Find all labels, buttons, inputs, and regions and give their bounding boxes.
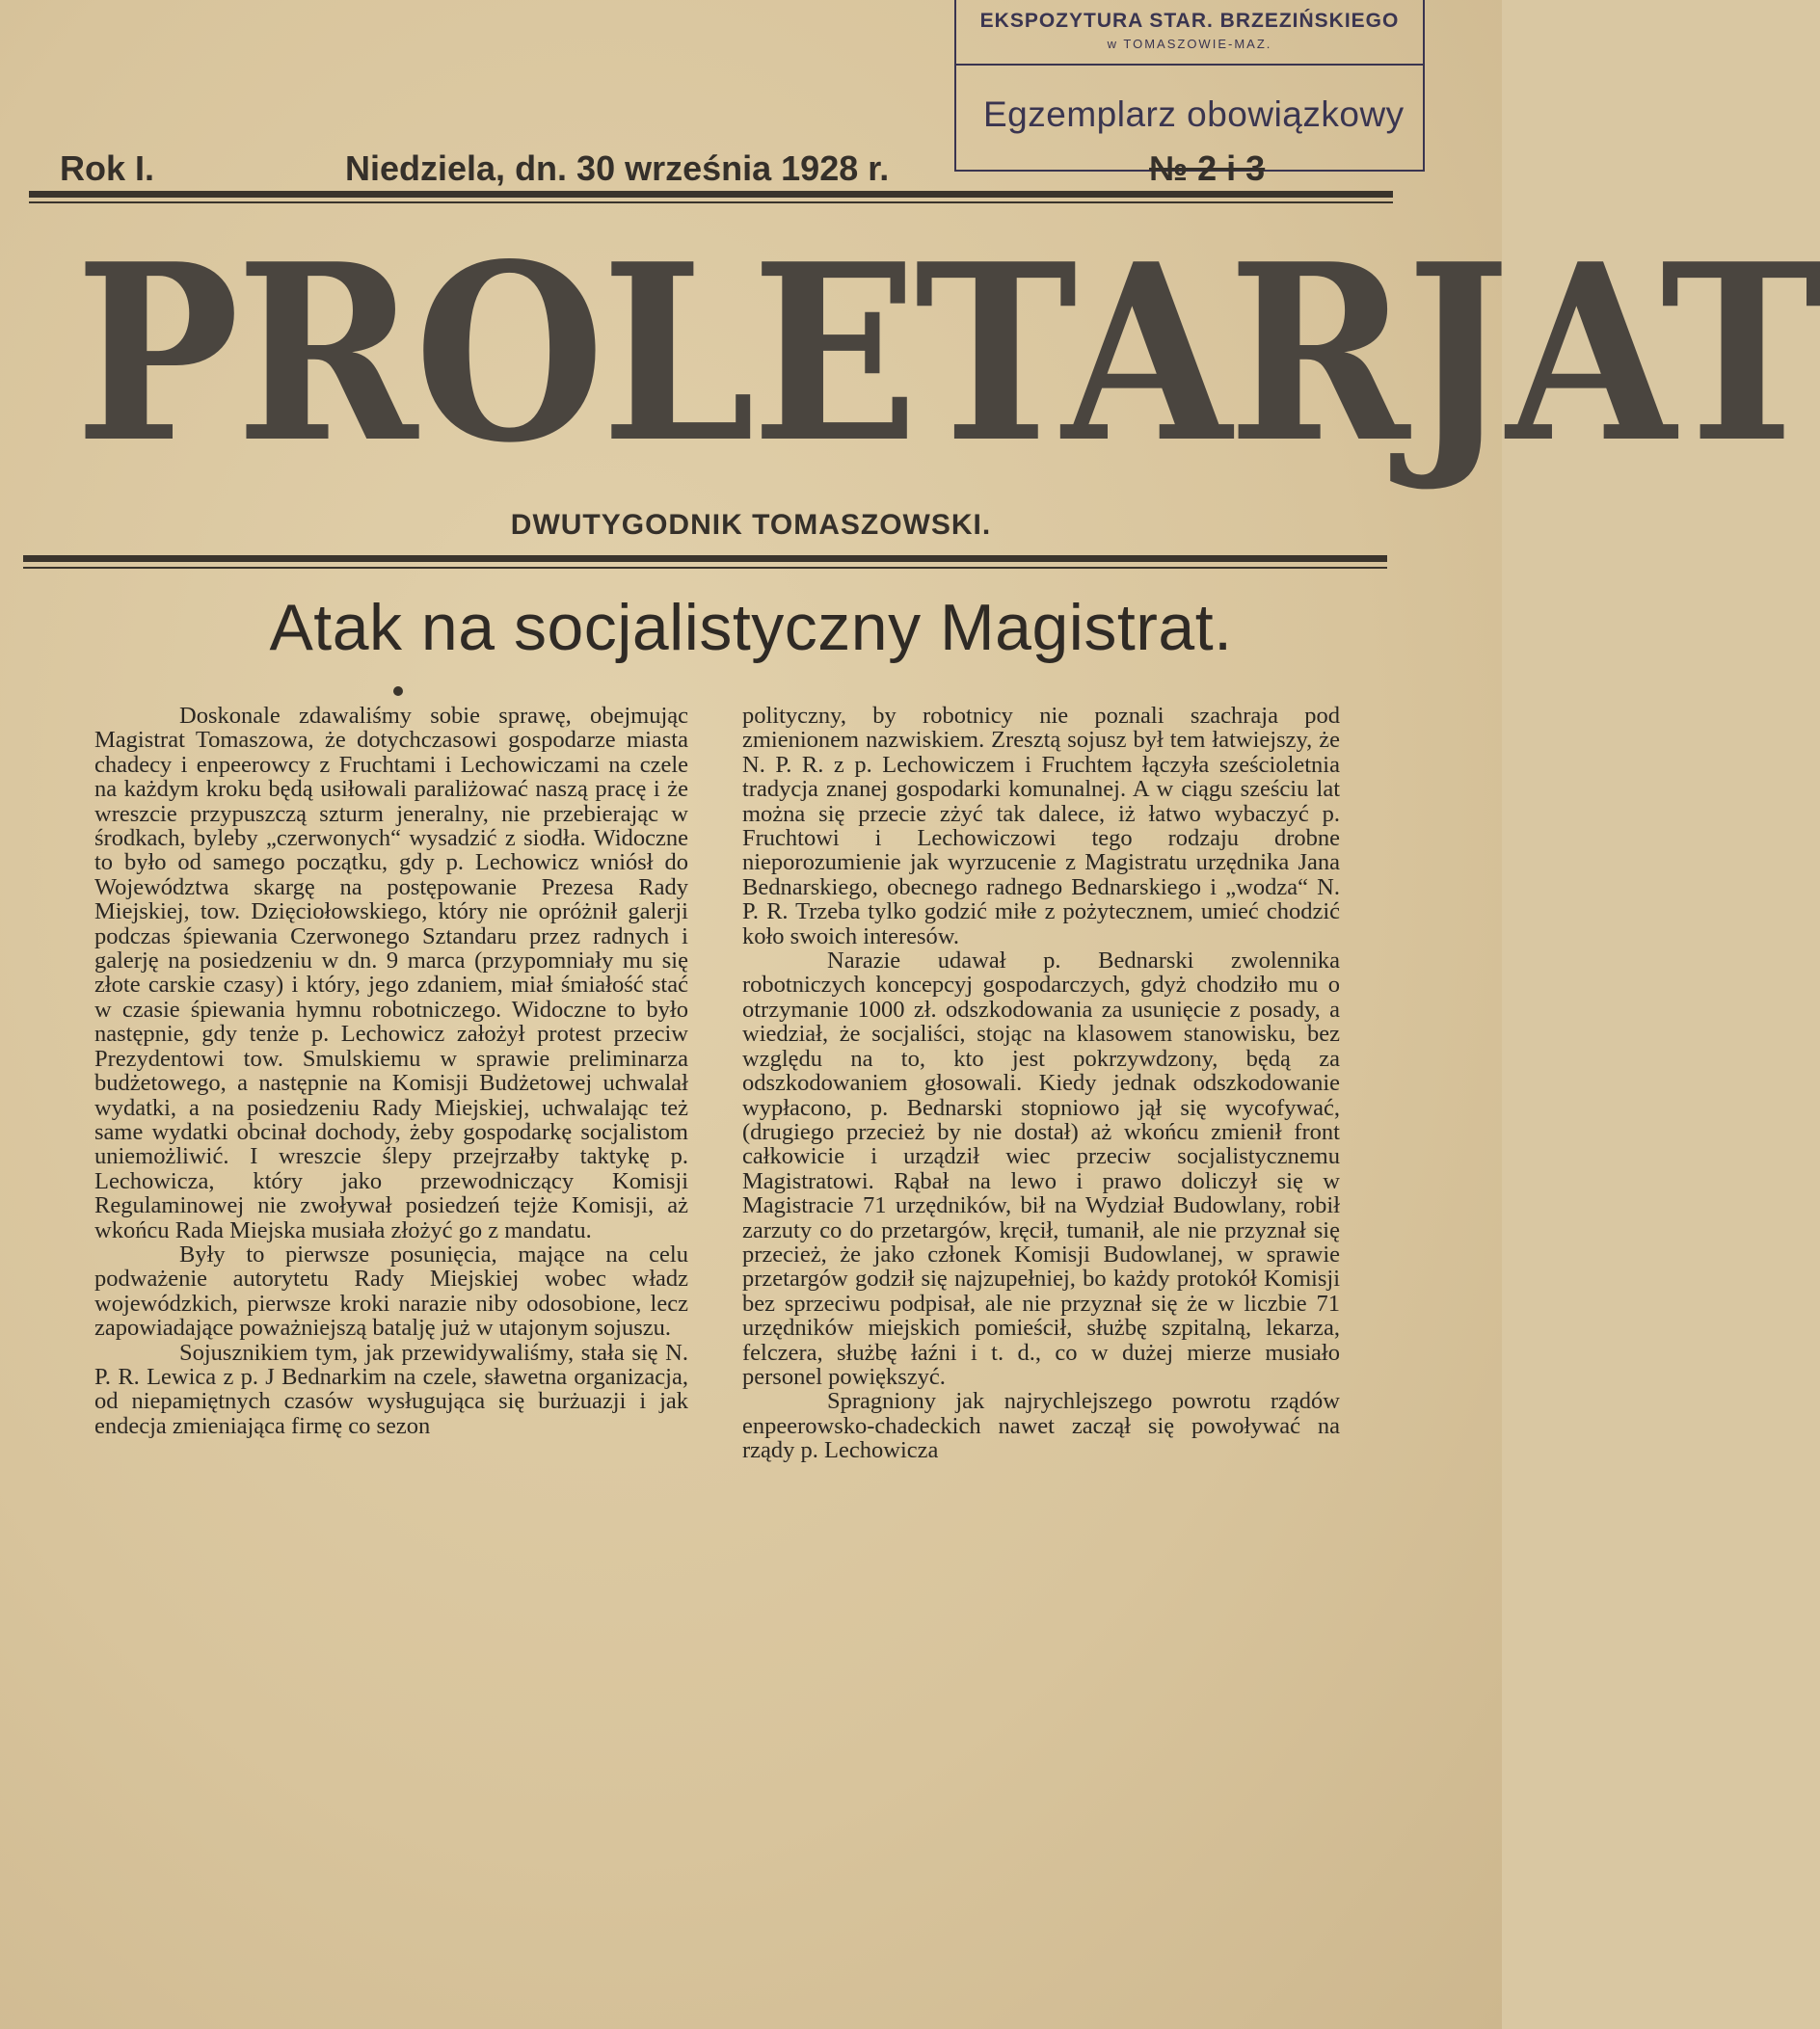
stamp-agency-name: EKSPOZYTURA STAR. BRZEZIŃSKIEGO [979, 10, 1400, 32]
article-paragraph: Sojusznikiem tym, jak przewidywaliśmy, stała się N. P. R. Lewica z p. J Bednarkim na czele, sławetna organizacja, od niepamiętnych czasów wysługująca się burżuazji i jak endecja zmieniająca firmę co sezon [94, 1339, 688, 1439]
article-paragraph: Narazie udawał p. Bednarski zwolennika robotniczych koncepcyj gospodarczych, gdyż chodziło mu o otrzymanie 1000 zł. odszkodowania za usunięcie z posady, a wiedział, że socjaliści, stojąc na klasowem stanowisku, bez względu na to, kto jest pokrzywdzony, będą za odszkodowaniem głosowali. Kiedy jednak odszkodowanie wypłacono, p. Bednarski stopniowo jął się wycofywać, (drugiego przecież by nie dostał) aż wkońcu zmienił front całkowicie i urządził wiec przeciw socjalistycznemu Magistratowi. Rąbał na lewo i prawo doliczył się w Magistracie 71 urzędników, bił na Wydział Budowlany, robił zarzuty co do przetargów, kręcił, tumanił, ale nie przyznał się przecież, że jako członek Komisji Budowlanej, w sprawie przetargów godził się najzupełniej, bo każdy protokół Komisji bez sprzeciwu podpisał, ale nie przyznał się że w liczbie 71 urzędników miejskich pomieścił, służbę szpitalną, lekarza, felczera, służbę łaźni i t. d., co w dużej mierze musiało personel powiększyć. [742, 948, 1340, 1390]
article-column-right [742, 704, 1340, 1463]
masthead-title: PROLETARJAT [74, 211, 1820, 496]
ornament-dot [393, 686, 403, 696]
issue-date: Niedziela, dn. 30 września 1928 r. [345, 148, 890, 188]
article-paragraph: Spragniony jak najrychlejszego powrotu rządów enpeerowsko-chadeckich nawet zaczął się powoływać na rządy p. Lechowicza [742, 1388, 1340, 1464]
stamp-copy-label: Egzemplarz obowiązkowy [983, 94, 1405, 134]
masthead-rule [23, 555, 1387, 562]
article-paragraph-continued: polityczny, by robotnicy nie poznali szachraja pod zmienionem nazwiskiem. Zresztą sojusz był tem łatwiejszy, że N. P. R. z p. Lechowiczem i Fruchtem łączyła sześcioletnia tradycja znanej gospodarki komunalnej. A w ciągu sześciu lat można się przecie zżyć tak dalece, iż łatwo wybaczyć p. Fruchtowi i Lechowiczowi tego rodzaju drobne nieporozumienie jak wyrzucenie z Magistratu urzędnika Jana Bednarskiego, obecnego radnego Bednarskiego i „wodza“ N. P. R. Trzeba tylko godzić miłe z pożytecznem, umieć chodzić koło swoich interesów. [742, 703, 1340, 949]
masthead-subtitle: DWUTYGODNIK TOMASZOWSKI. [510, 509, 992, 541]
stamp-agency-box [954, 0, 1425, 66]
header-rule-top-thin [29, 201, 1393, 203]
article-paragraph: Doskonale zdawaliśmy sobie sprawę, obejmując Magistrat Tomaszowa, że dotychczasowi gospodarze miasta chadecy i enpeerowcy z Fruchtami i Lechowiczami na czele na każdym kroku będą usiłowali paraliżować naszą pracę i że wreszcie przypuszczą szturm jeneralny, nie przebierając w środkach, byleby „czerwonych“ wysadzić z siodła. Widoczne to było od samego początku, gdy p. Lechowicz wniósł do Województwa skargę na postępowanie Prezesa Rady Miejskiej, tow. Dzięciołowskiego, który nie opróżnił galerji podczas śpiewania Czerwonego Sztandaru przez radnych i galerję na posiedzeniu w dn. 9 marca (przypomniały mu się złote carskie czasy) i który, jego zdaniem, miał śmiałość stać w czasie śpiewania hymnu robotniczego. Widoczne to było następnie, gdy tenże p. Lechowicz założył protest przeciw Prezydentowi tow. Smulskiemu w sprawie preliminarza budżetowego, a następnie na Komisji Budżetowej uchwalał wydatki, a na posiedzeniu Rady Miejskiej, uchwalając też same wydatki obcinał dochody, żeby gospodarkę socjalistom uniemożliwić. I wreszcie ślepy przejrzałby taktykę p. Lechowicza, który jako przewodniczący Komisji Regulaminowej nie zwoływał posiedzeń tejże Komisji, aż wkońcu Rada Miejska musiała złożyć go z mandatu. [94, 703, 688, 1243]
article-paragraph: Były to pierwsze posunięcia, mające na celu podważenie autorytetu Rady Miejskiej wobec władz wojewódzkich, pierwsze kroki narazie niby odosobione, lecz zapowiadające poważniejszą batalję już w utajonym sojuszu. [94, 1241, 688, 1342]
masthead-rule-thin [23, 567, 1387, 569]
article-headline: Atak na socjalistyczny Magistrat. [269, 591, 1233, 664]
article-column-left [94, 704, 688, 1438]
issue-header [60, 145, 1313, 188]
stamp-agency-location: w TOMASZOWIE-MAZ. [1107, 37, 1272, 51]
issue-number: № 2 i 3 [1149, 148, 1266, 188]
issue-year: Rok I. [60, 148, 155, 188]
header-rule-top [29, 191, 1393, 198]
